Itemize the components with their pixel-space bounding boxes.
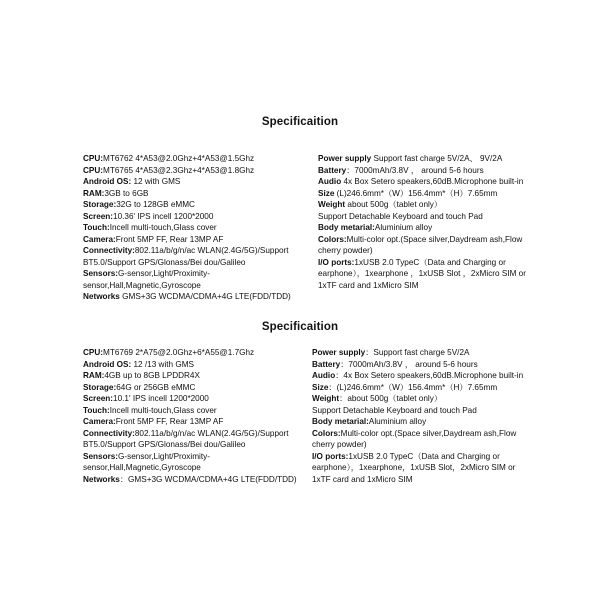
spec-value: ：Support fast charge 5V/2A — [365, 348, 470, 357]
spec-row — [83, 199, 291, 211]
spec-row — [312, 428, 523, 440]
spec-value: Multi-color opt.(Space silver,Daydream ash,Flow — [340, 428, 517, 438]
spec-value: 4GB up to 8GB LPDDR4X — [104, 371, 200, 380]
spec-key: Body metarial: — [312, 417, 369, 426]
spec-value: 802.11a/b/g/n/ac WLAN(2.4G/5G)/Support — [134, 428, 289, 438]
spec-row — [312, 462, 523, 474]
spec-value: Support Detachable Keyboard and touch Pad — [312, 405, 477, 415]
spec-row — [83, 416, 297, 428]
spec-row — [83, 291, 291, 303]
spec2-title: Specificaition — [261, 321, 339, 333]
spec-row — [83, 382, 297, 394]
spec-key: Storage: — [83, 382, 117, 392]
spec-value: 12 /13 with GMS — [131, 359, 195, 369]
spec-row — [318, 165, 526, 177]
spec-value: 1xUSB 2.0 TypeC（Data and Charging or — [354, 257, 506, 267]
spec-row — [318, 268, 526, 280]
spec-key: Battery — [318, 165, 347, 175]
spec-row — [83, 257, 291, 269]
spec-key: Camera: — [83, 234, 116, 244]
spec-row — [318, 176, 526, 188]
spec-row — [83, 347, 297, 359]
spec-value: MT6769 2*A75@2.0Ghz+6*A55@1.7Ghz — [103, 348, 255, 357]
spec-value: 1xUSB 2.0 TypeC（Data and Charging or — [348, 451, 500, 461]
spec-row — [312, 474, 523, 486]
spec-key: I/O ports: — [318, 257, 355, 267]
spec-row — [318, 222, 526, 234]
spec-value: 1xTF card and 1xMicro SIM — [318, 280, 419, 290]
spec-value: Multi-color opt.(Space silver,Daydream ash,Flow — [346, 234, 523, 244]
spec-value: Aluminium alloy — [374, 223, 433, 232]
spec-value: G-sensor,Light/Proximity- — [118, 451, 210, 461]
spec-key: Audio — [318, 177, 342, 186]
spec-key: Weight — [318, 200, 346, 209]
spec-row — [318, 153, 526, 165]
spec-value: 10.1' IPS incell 1200*2000 — [113, 394, 209, 403]
spec-row — [83, 451, 297, 463]
spec-row — [312, 370, 523, 382]
spec-value: Incell multi-touch,Glass cover — [109, 223, 217, 232]
spec-key: Android OS: — [83, 359, 132, 369]
spec-key: Power supply — [312, 348, 366, 357]
spec-row — [83, 474, 297, 486]
spec-row — [312, 359, 523, 371]
spec-row — [83, 370, 297, 382]
spec-value: BT5.0/Support GPS/Glonass/Bei dou/Galileo — [83, 257, 246, 267]
spec-row — [83, 405, 297, 417]
spec-value: 32G to 128GB eMMC — [116, 200, 195, 209]
spec-row — [318, 211, 526, 223]
spec-key: CPU: — [83, 165, 104, 175]
spec-row — [83, 211, 291, 223]
spec-key: RAM: — [83, 188, 105, 198]
spec-row — [83, 222, 291, 234]
spec-key: CPU: — [83, 348, 104, 357]
spec-row — [318, 245, 526, 257]
spec-value: ：GMS+3G WCDMA/CDMA+4G LTE(FDD/TDD) — [119, 474, 297, 484]
spec-value: 802.11a/b/g/n/ac WLAN(2.4G/5G)/Support — [134, 246, 289, 255]
spec-key: Weight — [312, 394, 340, 403]
spec-key: Screen: — [83, 394, 114, 403]
spec-key: Battery — [312, 359, 341, 369]
spec-value: cherry powder) — [312, 440, 367, 449]
spec-value: sensor,Hall,Magnetic,Gyroscope — [83, 463, 201, 472]
spec-key: I/O ports: — [312, 451, 349, 461]
spec-key: CPU: — [83, 154, 104, 163]
spec-key: Connectivity: — [83, 428, 135, 438]
spec-value: ：4x Box Setero speakers,60dB.Microphone built-in — [335, 371, 524, 380]
spec-value: sensor,Hall,Magnetic,Gyroscope — [83, 280, 201, 290]
spec-row — [83, 165, 291, 177]
spec-value: 3GB to 6GB — [104, 188, 149, 198]
spec-key: Storage: — [83, 200, 117, 209]
spec-key: Connectivity: — [83, 246, 135, 255]
spec-row — [312, 405, 523, 417]
spec-key: Power supply — [318, 154, 372, 163]
spec-value: Support fast charge 5V/2A、 9V/2A — [371, 154, 503, 163]
spec-row — [83, 268, 291, 280]
spec-row — [312, 347, 523, 359]
spec-row — [318, 257, 526, 269]
spec-value: 12 with GMS — [131, 177, 181, 186]
spec-value: BT5.0/Support GPS/Glonass/Bei dou/Galileo — [83, 440, 246, 449]
spec-key: Colors: — [312, 428, 341, 438]
spec-key: Colors: — [318, 234, 347, 244]
spec-value: earphone），1xearphone，1xUSB Slot，2xMicro SIM or — [312, 463, 516, 472]
spec-row — [83, 359, 297, 371]
spec-value: ：about 500g（tablet only） — [339, 394, 443, 403]
spec-row — [312, 416, 523, 428]
spec-row — [83, 462, 297, 474]
spec-value: Front 5MP FF, Rear 13MP AF — [115, 417, 224, 426]
spec-value: 64G or 256GB eMMC — [116, 382, 196, 392]
spec-value: G-sensor,Light/Proximity- — [118, 269, 210, 278]
spec1-title: Specificaition — [261, 116, 339, 128]
spec-value: Support Detachable Keyboard and touch Pad — [318, 211, 483, 221]
spec-value: 10.36' IPS incell 1200*2000 — [113, 211, 214, 221]
spec-row — [83, 428, 297, 440]
spec-value: Aluminium alloy — [368, 417, 427, 426]
spec-key: Touch: — [83, 223, 110, 232]
spec-row — [83, 280, 291, 292]
spec-key: Sensors: — [83, 269, 119, 278]
spec-value: earphone），1xearphone ，1xUSB Slot ，2xMicro SIM or — [318, 269, 526, 278]
spec-value: ：(L)246.6mm*（W）156.4mm*（H）7.65mm — [328, 382, 498, 392]
spec2-left-column — [83, 347, 297, 485]
spec-row — [83, 153, 291, 165]
spec-value: cherry powder) — [318, 246, 373, 255]
spec2-right-column — [312, 347, 523, 485]
spec-value: 4x Box Setero speakers,60dB.Microphone built-in — [341, 177, 524, 186]
spec-key: Size — [312, 382, 329, 392]
spec-value: Front 5MP FF, Rear 13MP AF — [115, 234, 224, 244]
spec-value: ：7000mAh/3.8V ， around 5-6 hours — [346, 165, 484, 175]
spec-key: Sensors: — [83, 451, 119, 461]
spec-value: MT6762 4*A53@2.0Ghz+4*A53@1.5Ghz — [103, 154, 255, 163]
spec-value: GMS+3G WCDMA/CDMA+4G LTE(FDD/TDD) — [119, 292, 291, 301]
spec-key: Screen: — [83, 211, 114, 221]
spec-row — [312, 439, 523, 451]
spec-row — [312, 393, 523, 405]
spec-value: about 500g（tablet only） — [345, 200, 443, 209]
spec-value: MT6765 4*A53@2.3Ghz+4*A53@1.8Ghz — [103, 165, 255, 175]
spec-key: Android OS: — [83, 177, 132, 186]
spec-value: ：7000mAh/3.8V ， around 5-6 hours — [340, 359, 478, 369]
spec-row — [318, 188, 526, 200]
spec1-left-column — [83, 153, 291, 303]
spec-value: Incell multi-touch,Glass cover — [109, 405, 217, 415]
spec-row — [318, 280, 526, 292]
spec-row — [318, 199, 526, 211]
spec-value: (L)246.6mm*（W）156.4mm*（H）7.65mm — [334, 188, 498, 198]
spec-row — [83, 234, 291, 246]
spec-key: Networks — [83, 292, 120, 301]
spec-row — [83, 188, 291, 200]
spec-key: Touch: — [83, 405, 110, 415]
spec-key: Body metarial: — [318, 223, 375, 232]
spec-key: Camera: — [83, 417, 116, 426]
spec-row — [83, 176, 291, 188]
spec-value: 1xTF card and 1xMicro SIM — [312, 474, 413, 484]
spec-key: Audio — [312, 371, 336, 380]
spec-key: Size — [318, 188, 335, 198]
spec-row — [312, 382, 523, 394]
spec-row — [83, 245, 291, 257]
spec-key: RAM: — [83, 371, 105, 380]
spec-key: Networks — [83, 474, 120, 484]
spec-row — [83, 393, 297, 405]
spec-row — [318, 234, 526, 246]
spec-row — [312, 451, 523, 463]
spec1-right-column — [318, 153, 526, 291]
spec-row — [83, 439, 297, 451]
